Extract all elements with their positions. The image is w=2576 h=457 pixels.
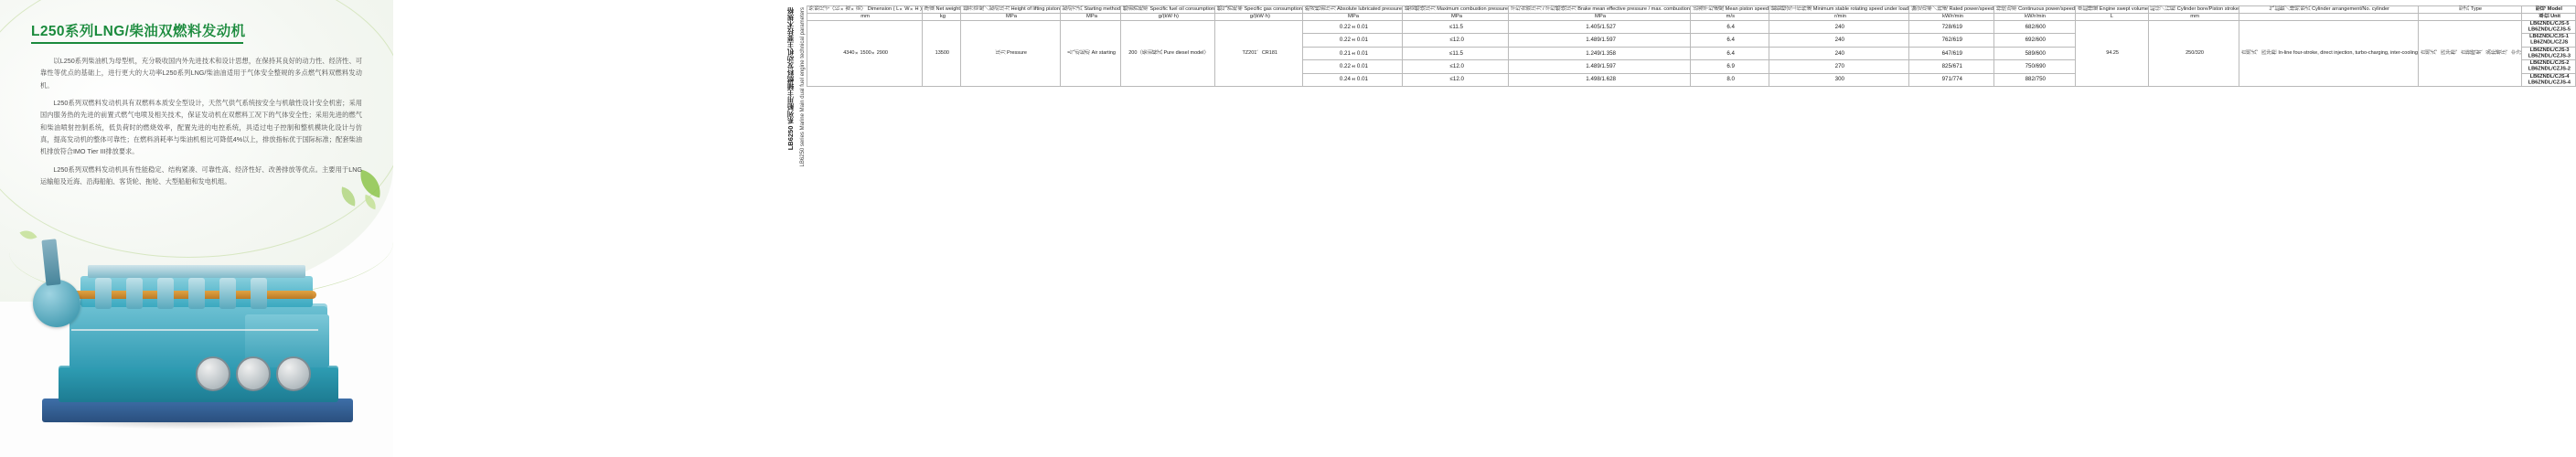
cylinder-unit — [126, 278, 143, 309]
spec-value-text: 0.21±0.01 — [1339, 49, 1368, 57]
spec-value-cell — [1993, 47, 2075, 59]
table-heading-cn: LB6250 系列船用主辅燃料发动机主要技术规格 — [786, 7, 795, 151]
spec-row-unit-text: kW/r/min — [1941, 13, 1963, 19]
spec-header-cell — [2521, 6, 2575, 14]
spec-row-label — [1403, 6, 1509, 14]
spec-row-unit-text: MPa — [1450, 13, 1462, 19]
spec-value-cell — [1060, 20, 1120, 86]
spec-value-cell — [1691, 47, 1769, 59]
spec-value-text: 589/600 — [2025, 49, 2046, 57]
spec-row-label-text: 型式 Type — [2459, 6, 2483, 12]
spec-value-cell — [1509, 60, 1691, 73]
spec-row-unit — [1060, 13, 1120, 20]
table-row — [2418, 6, 2521, 87]
spec-value-text: ≤12.0 — [1449, 37, 1464, 44]
spec-value-text: 240 — [1835, 37, 1845, 44]
spec-table-panel — [393, 0, 2571, 457]
cylinder-unit — [157, 278, 174, 309]
spec-value-cell — [1303, 20, 1403, 33]
spec-value-cell — [1691, 34, 1769, 47]
spec-value-cell — [1909, 60, 1993, 73]
spec-row-label — [1691, 6, 1769, 14]
spec-row-label — [923, 6, 961, 14]
engine-railing — [71, 329, 318, 331]
spec-row-unit-text: r/min — [1833, 13, 1846, 19]
spec-row-unit — [1215, 13, 1303, 20]
spec-row-unit-text: kg — [939, 13, 946, 19]
spec-header-cell — [2521, 20, 2575, 33]
spec-value-cell — [1769, 20, 1909, 33]
spec-value-text: 1.405/1.527 — [1586, 23, 1616, 30]
spec-value-text: 240 — [1835, 23, 1845, 30]
spec-value-text: 240 — [1835, 49, 1845, 57]
spec-header-cell — [2521, 13, 2575, 20]
spec-value-cell — [1509, 47, 1691, 59]
table-row — [1303, 6, 1403, 87]
spec-value-cell — [923, 20, 961, 86]
spec-row-label-text: 气缸数／排列形式 Cylinder arrangement/No. cylinder — [2270, 6, 2390, 12]
engine-illustration — [16, 219, 382, 448]
paragraph: 以L250系列柴油机为母型机，充分吸收国内外先进技术和设计思想，在保持其良好的动力性、经济性、可靠性等优点的基础上，进行更大的大功率L250系列LNG/柴油油适用于气体安全整规的多点燃气料双燃料发动机。 — [40, 57, 362, 90]
paragraph: L250系列双燃料发动机具有双燃料本质安全型设计，天然气供气系统按安全与机敏性设计安全机密；采用国内服务热的先进的前置式燃气电喷及相关技术，保证发动机在双燃料工况下的气体安全性；采用先进的燃气和柴油喷射控制系统，低负荷时的燃烧效率，配置先进的电控系统，具适过电子控制和整机模块化设计与仿真，提高发动机的整体可靠性；在燃料消耗率与柴油机相比可降低4%以上，排放指标优于国际标准；配套柴油机排放符合IMO Tier III排放要求。 — [40, 98, 362, 156]
spec-row-label — [1060, 6, 1120, 14]
spec-value-text: 762/619 — [1941, 37, 1963, 44]
access-cover — [236, 356, 271, 391]
spec-row-unit — [2075, 13, 2148, 20]
spec-header-cell — [2521, 47, 2575, 59]
spec-row-label — [1215, 6, 1303, 14]
spec-row-label — [1769, 6, 1909, 14]
cylinder-unit — [188, 278, 205, 309]
spec-value-text: ≈气动起动 Air starting — [1067, 50, 1116, 57]
cylinder-unit — [251, 278, 267, 309]
spec-value-text: 0.24±0.01 — [1339, 76, 1368, 83]
spec-value-text: ≤12.0 — [1449, 62, 1464, 69]
spec-row-unit — [1121, 13, 1215, 20]
spec-row-label-text: 最低稳定工作转速 Minimum stable rotating speed under load — [1770, 6, 1909, 12]
spec-row-unit — [961, 13, 1060, 20]
spec-row-unit — [807, 13, 923, 20]
spec-value-cell — [1769, 60, 1909, 73]
spec-value-text: 1.489/1.597 — [1586, 62, 1616, 69]
table-row — [1993, 6, 2075, 87]
spec-value-cell — [2418, 20, 2521, 86]
spec-value-cell — [1769, 34, 1909, 47]
spec-value-text: 200（柴油模式 Pure diesel model） — [1128, 50, 1210, 57]
spec-value-text: 882/750 — [2025, 76, 2046, 83]
spec-row-label — [1303, 6, 1403, 14]
table-row — [1769, 6, 1909, 87]
spec-row-label-text: 活塞平均速度 Mean piston speed — [1693, 6, 1769, 12]
spec-row-label — [807, 6, 923, 14]
spec-value-cell — [961, 20, 1060, 86]
spec-value-cell — [1769, 47, 1909, 59]
title-underline — [31, 42, 243, 44]
spec-row-label-text: 提升高度／起动压力 Height of lifting piston — [963, 6, 1060, 12]
spec-value-text: 6.4 — [1726, 37, 1735, 44]
spec-row-unit-text: MPa — [1085, 13, 1097, 19]
spec-value-cell — [2239, 20, 2419, 86]
spec-row-unit-text: g/(kW·h) — [1249, 13, 1271, 19]
spec-value-cell — [1993, 20, 2075, 33]
spec-header-cell — [2521, 34, 2575, 47]
spec-row-label — [2148, 6, 2239, 14]
spec-row-label-text: 外形尺寸（长×宽×高） Dimension ( L×W×H ) — [809, 6, 923, 12]
spec-value-text: TZ201、CR181 — [1242, 50, 1278, 57]
spec-row-label-text: 缸径／行程 Cylinder bore/Piston stroke — [2150, 6, 2239, 12]
spec-header-label: LB6ZNDL/CJS-3 LB6ZNDL/CZJS-3 — [2528, 47, 2571, 59]
spec-row-label — [1909, 6, 1993, 14]
spec-row-unit — [1993, 13, 2075, 20]
spec-row-unit — [2239, 13, 2419, 20]
spec-header-label: 单位 Unit — [2539, 13, 2560, 19]
spec-row-unit — [1909, 13, 1993, 20]
spec-value-text: 0.22±0.01 — [1339, 62, 1368, 69]
spec-value-cell — [1215, 20, 1303, 86]
spec-row-unit — [1509, 13, 1691, 20]
spec-value-cell — [1993, 60, 2075, 73]
spec-row-unit-text: MPa — [1595, 13, 1607, 19]
spec-value-text: 300 — [1835, 76, 1845, 83]
paragraph: L250系列双燃料发动机具有性能稳定、结构紧凑、可靠性高、经济性好、改善排放等优点。主要用于LNG运输船及近海、沿海船舶、客货轮、拖轮、大型船舶和发电机组。 — [40, 165, 362, 186]
spec-row-unit-text: m/s — [1726, 13, 1736, 19]
spec-value-text: 6.9 — [1726, 62, 1735, 69]
spec-row-label — [1509, 6, 1691, 14]
spec-value-text: 647/619 — [1941, 49, 1963, 57]
spec-value-text: 692/600 — [2025, 37, 2046, 44]
spec-row-unit-text: MPa — [1006, 13, 1018, 19]
spec-value-text: 0.22±0.01 — [1339, 23, 1368, 30]
spec-row-label — [2418, 6, 2521, 14]
spec-value-cell — [1909, 20, 1993, 33]
spec-header-label: LB6ZNDL/CJS-1 LB6ZNDL/CZJS — [2529, 34, 2570, 47]
spec-value-text: 750/690 — [2025, 62, 2046, 69]
spec-value-text: 6.4 — [1726, 49, 1735, 57]
spec-row-label-text: 单缸排量 Engine swept volume — [2077, 6, 2148, 12]
spec-header-label: LB6ZNDL/CJS-5 LB6ZNDL/CZJS-5 — [2528, 20, 2571, 33]
spec-value-text: 825/671 — [1941, 62, 1963, 69]
spec-value-text: 13500 — [935, 50, 950, 57]
spec-value-text: 直列式、四冲程、直接喷射、涡轮增压、中冷 — [2420, 50, 2521, 57]
spec-value-cell — [2148, 20, 2239, 86]
spec-value-cell — [807, 20, 923, 86]
spec-row-label-text: 最高燃烧压力 Maximum combustion pressure — [1405, 6, 1509, 12]
spec-row-label-text: 平均有效压力 / 平均燃烧压力 Brake mean effective pressure / max. combustion — [1511, 6, 1691, 12]
spec-value-cell — [2075, 20, 2148, 86]
table-row — [1403, 6, 1509, 87]
spec-row-unit — [2418, 13, 2521, 20]
spec-row-label-text: 持续功率 Continuous power/speed — [1995, 6, 2075, 12]
spec-value-text: 1.498/1.628 — [1586, 76, 1616, 83]
spec-value-text: ≤11.5 — [1449, 23, 1464, 30]
spec-row-unit — [923, 13, 961, 20]
spec-value-cell — [1909, 47, 1993, 59]
table-row — [923, 6, 961, 87]
table-row — [1060, 6, 1120, 87]
spec-value-cell — [1403, 60, 1509, 73]
spec-value-cell — [1993, 34, 2075, 47]
spec-value-text: 1.489/1.597 — [1586, 37, 1616, 44]
table-row — [1509, 6, 1691, 87]
spec-row-unit — [1691, 13, 1769, 20]
spec-row-unit — [1769, 13, 1909, 20]
spec-header-label: LB6ZNDL/CJS-4 LB6ZNDL/CZJS-4 — [2528, 73, 2571, 86]
spec-value-text: 4340×1500×2900 — [843, 50, 888, 57]
spec-value-text: 8.0 — [1726, 76, 1735, 83]
spec-value-text: 6.4 — [1726, 23, 1735, 30]
spec-header-label: LB6ZNDL/CJS-2 LB6ZNDL/CZJS-2 — [2528, 60, 2571, 72]
page-title: L250系列LNG/柴油双燃料发动机 — [31, 24, 246, 39]
spec-row-label-text: 燃油消耗率 Specific fuel oil consumption — [1123, 6, 1215, 12]
engine-top-cover — [88, 265, 305, 278]
spec-value-text: 728/619 — [1941, 23, 1963, 30]
spec-row-label — [1993, 6, 2075, 14]
spec-value-cell — [1691, 20, 1769, 33]
spec-value-cell — [1403, 34, 1509, 47]
spec-value-cell — [1303, 73, 1403, 86]
spec-value-cell — [1769, 73, 1909, 86]
spec-row-unit-text: MPa — [1348, 13, 1360, 19]
table-row — [2148, 6, 2239, 87]
spec-value-text: 压力 Pressure — [995, 50, 1028, 57]
spec-value-cell — [1993, 73, 2075, 86]
spec-row-label — [2075, 6, 2148, 14]
spec-value-cell — [1121, 20, 1215, 86]
spec-row-label-text: 燃气消耗率 Specific gas consumption — [1217, 6, 1303, 12]
spec-row-label-text: 起动方式 Starting method — [1062, 6, 1121, 12]
spec-row-label — [1121, 6, 1215, 14]
table-row — [1121, 6, 1215, 87]
spec-row-unit-text: mm — [860, 13, 871, 19]
table-row — [2075, 6, 2148, 87]
spec-row-unit-text: g/(kW·h) — [1159, 13, 1180, 19]
table-heading-en: LB6250 series Marine Main dual fuel engine technical parameters — [800, 7, 806, 167]
spec-value-text: 94.25 — [2106, 50, 2119, 57]
exhaust-stack — [41, 239, 60, 285]
spec-value-cell — [1303, 47, 1403, 59]
spec-value-cell — [1403, 20, 1509, 33]
spec-value-cell — [1303, 34, 1403, 47]
turbocharger — [33, 280, 80, 327]
table-row — [1691, 6, 1769, 87]
spec-row-label-text: 净重 Net weight — [925, 6, 961, 12]
spec-value-text: 0.22±0.01 — [1339, 37, 1368, 44]
table-row — [961, 6, 1060, 87]
table-row — [2239, 6, 2419, 87]
spec-value-cell — [1909, 34, 1993, 47]
spec-value-cell — [1509, 20, 1691, 33]
spec-value-text: 971/774 — [1941, 76, 1963, 83]
spec-value-cell — [1403, 73, 1509, 86]
spec-value-text: 270 — [1835, 62, 1845, 69]
table-row — [1909, 6, 1993, 87]
spec-table — [807, 5, 2576, 87]
table-row — [1215, 6, 1303, 87]
spec-row-unit-text: L — [2110, 13, 2113, 19]
spec-header-cell — [2521, 60, 2575, 73]
spec-value-text: ≤11.5 — [1449, 49, 1464, 57]
spec-row-label — [2239, 6, 2419, 14]
spec-value-text: 直列式、四冲程 In-line four-stroke, direct injection, turbo-charging, inter-cooling — [2241, 50, 2418, 57]
table-row — [807, 6, 923, 87]
spec-value-text: 682/600 — [2025, 23, 2046, 30]
cylinder-unit — [219, 278, 236, 309]
spec-value-cell — [1509, 34, 1691, 47]
access-cover — [196, 356, 230, 391]
spec-header-label: 型号 Model — [2536, 6, 2563, 12]
description-body — [40, 55, 362, 193]
spec-value-text: 1.249/1.358 — [1586, 49, 1616, 57]
access-cover — [276, 356, 311, 391]
spec-row-unit — [1303, 13, 1403, 20]
spec-row-unit-text: mm — [2190, 13, 2199, 19]
spec-value-text: ≤12.0 — [1449, 76, 1464, 83]
spec-row-label-text: 额定功率／转速 Rated power/speed — [1911, 6, 1993, 12]
cylinder-unit — [95, 278, 112, 309]
spec-value-cell — [1403, 47, 1509, 59]
spec-row-unit — [2148, 13, 2239, 20]
spec-value-cell — [1691, 60, 1769, 73]
spec-row-unit-text: kW/r/min — [2025, 13, 2047, 19]
left-column — [0, 0, 393, 457]
spec-value-cell — [1909, 73, 1993, 86]
spec-value-cell — [1303, 60, 1403, 73]
spec-value-text: 250/320 — [2186, 50, 2204, 57]
spec-row-unit — [1403, 13, 1509, 20]
spec-value-cell — [1691, 73, 1769, 86]
spec-row-label-text: 绝对机油压力 Absolute lubricated pressure — [1305, 6, 1403, 12]
spec-header-cell — [2521, 73, 2575, 86]
spec-value-cell — [1509, 73, 1691, 86]
spec-row-label — [961, 6, 1060, 14]
